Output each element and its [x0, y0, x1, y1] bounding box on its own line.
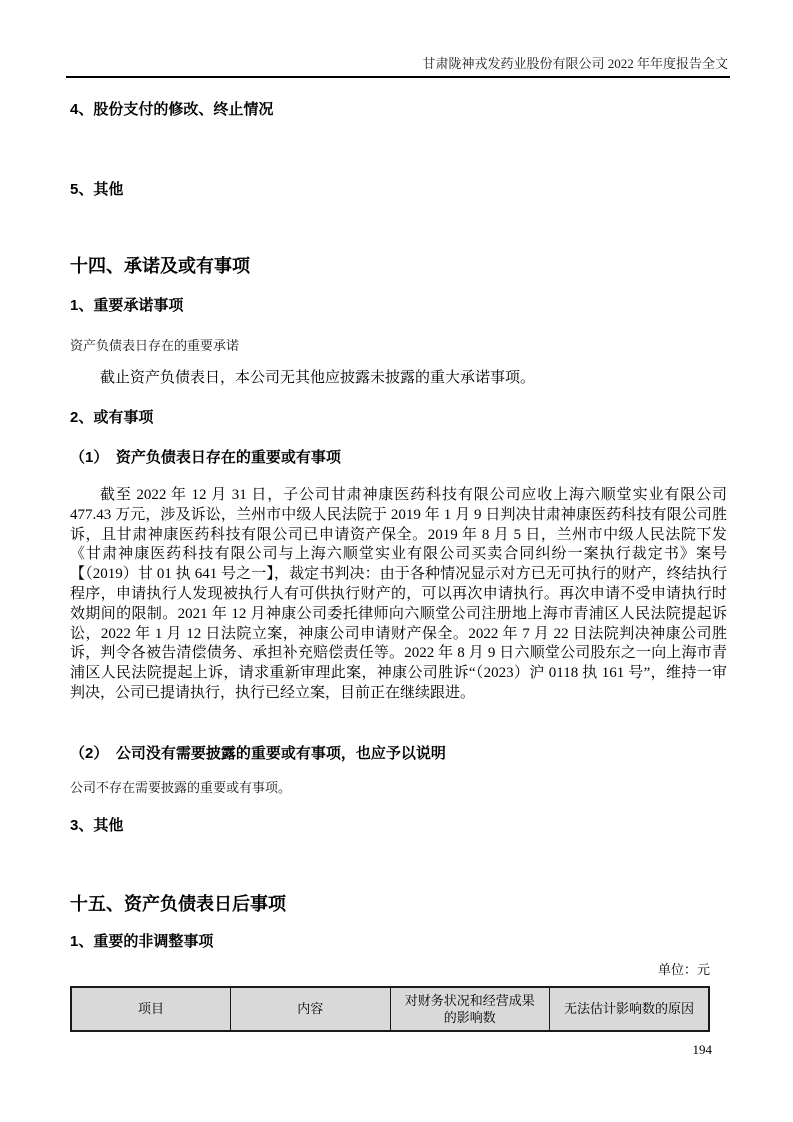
table-header-content: 内容: [231, 987, 391, 1031]
heading-contingencies: 2、或有事项: [70, 409, 154, 426]
table-header-row: [71, 987, 709, 1031]
heading-chapter-15-post-balance-sheet-events: 十五、资产负债表日后事项: [70, 893, 286, 914]
page-number: 194: [692, 1041, 712, 1057]
unit-label: 单位：元: [657, 961, 710, 977]
table-header-financial-impact: 对财务状况和经营成果的影响数: [390, 987, 550, 1031]
heading-share-payment-changes: 4、股份支付的修改、终止情况: [70, 101, 274, 118]
paragraph-contingency-litigation-detail: 截至 2022 年 12 月 31 日，子公司甘肃神康医药科技有限公司应收上海六顺堂实业有限公司 477.43 万元，涉及诉讼，兰州市中级人民法院于 2019 年 1 月 9 日判决甘肃神康医药科技有限公司胜诉，且甘肃神康医药科技有限公司已申请资产保全。2019 年 8 月 5 日，兰州市中级人民法院下发《甘肃神康医药科技有限公司与上海六顺堂实业有限公司买卖合同纠纷一案执行裁定书》案号【（2019）甘 01 执 641 号之一】，裁定书判决：由于各种情况显示对方已无可执行的财产，终结执行程序，申请执行人发现被执行人有可供执行财产的，可以再次申请执行。再次申请不受申请执行时效期间的限制。2021 年 12 月神康公司委托律师向六顺堂公司注册地上海市青浦区人民法院提起诉讼，2022 年 1 月 12 日法院立案，神康公司申请财产保全。2022 年 7 月 22 日法院判决神康公司胜诉，判令各被告清偿债务、承担补充赔偿责任等。2022 年 8 月 9 日六顺堂公司股东之一向上海市青浦区人民法院提起上诉，请求重新审理此案，神康公司胜诉“（2023）沪 0118 执 161 号”，维持一审判决，公司已提请执行，执行已经立案，目前正在继续跟进。: [70, 487, 727, 701]
non-adjusting-events-table: [70, 986, 710, 1032]
heading-other-5: 5、其他: [70, 181, 124, 198]
report-running-header: 甘肃陇神戎发药业股份有限公司 2022 年年度报告全文: [66, 0, 730, 78]
heading-contingency-existing-items: （1） 资产负债表日存在的重要或有事项: [70, 449, 341, 466]
label-balance-sheet-commitments: 资产负债表日存在的重要承诺: [70, 338, 240, 353]
heading-important-commitments: 1、重要承诺事项: [70, 297, 184, 314]
table-header-project: 项目: [71, 987, 231, 1031]
heading-chapter-14-commitments-contingencies: 十四、承诺及或有事项: [70, 256, 250, 276]
heading-important-non-adjusting-events: 1、重要的非调整事项: [70, 932, 214, 950]
table-header-reason-unestimable: 无法估计影响数的原因: [550, 987, 710, 1031]
heading-other-3: 3、其他: [70, 816, 124, 834]
heading-contingency-none-disclosed: （2） 公司没有需要披露的重要或有事项，也应予以说明: [70, 744, 446, 762]
paragraph-no-contingency-statement: 公司不存在需要披露的重要或有事项。: [70, 779, 292, 795]
paragraph-commitments-statement: 截止资产负债表日，本公司无其他应披露未披露的重大承诺事项。: [100, 370, 536, 386]
page-body: [70, 100, 727, 1058]
